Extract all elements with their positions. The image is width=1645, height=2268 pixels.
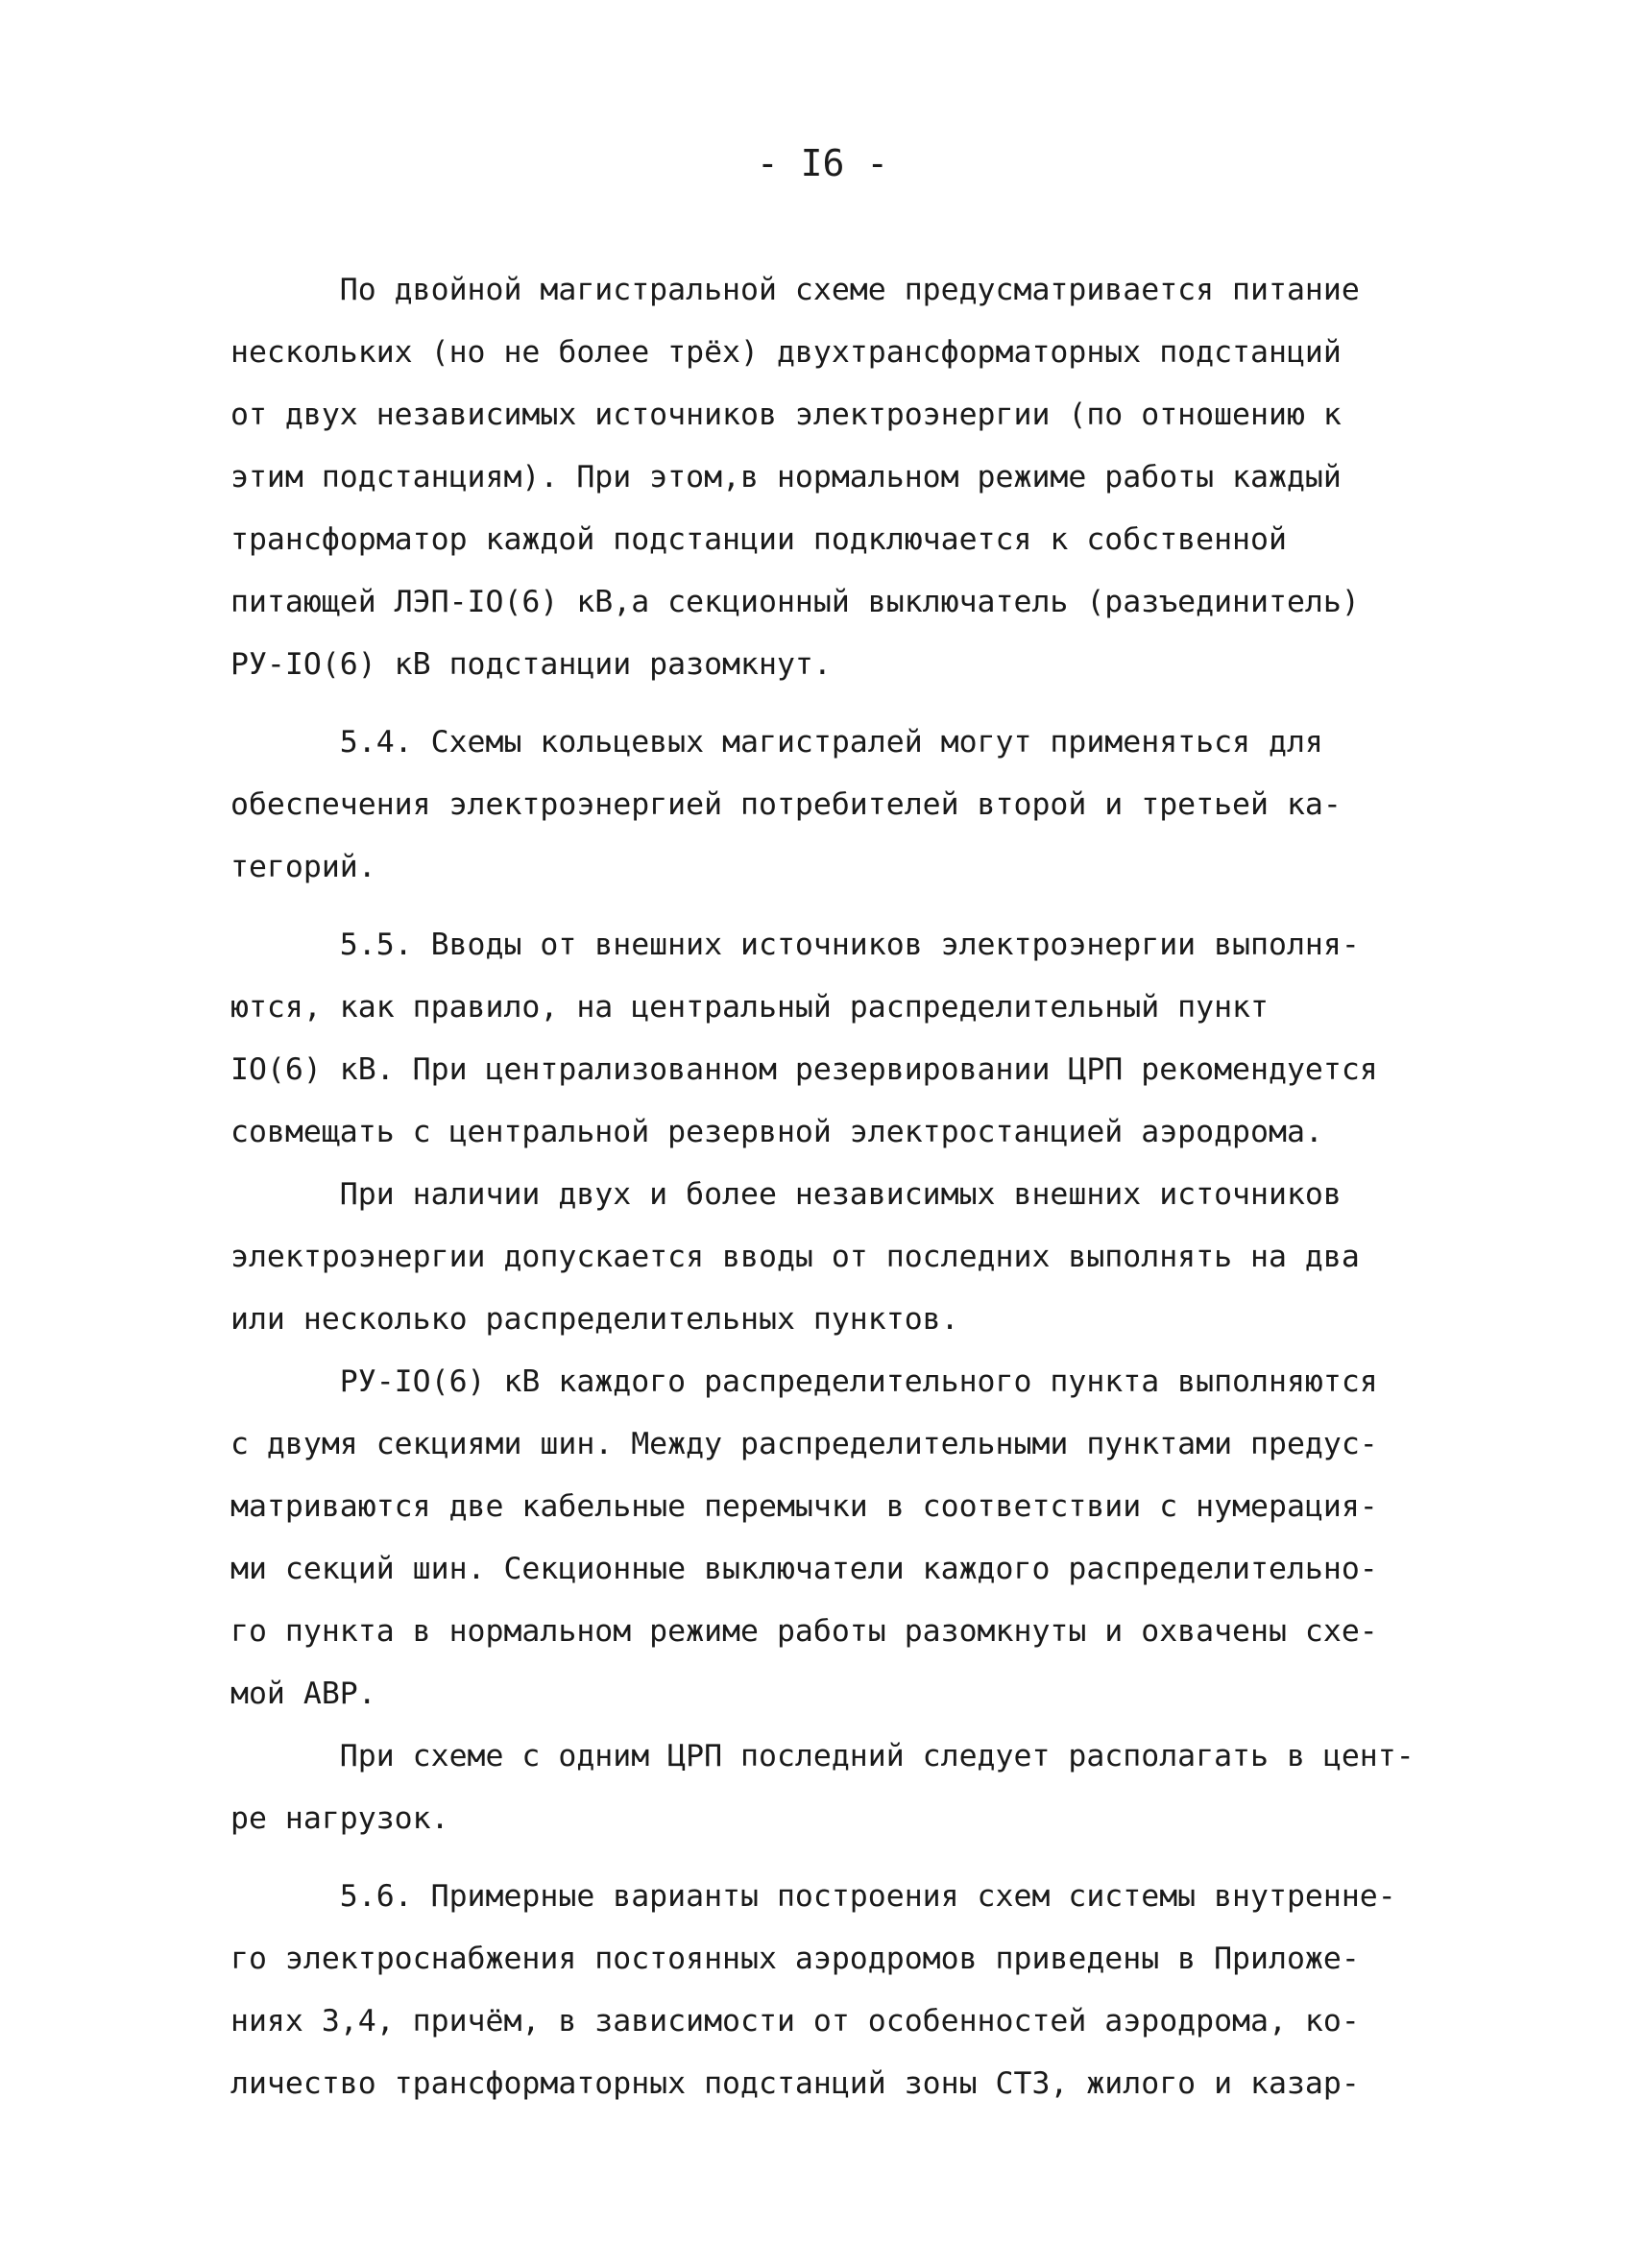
text-line: нескольких (но не более трёх) двухтрансформаторных подстанций bbox=[230, 335, 1342, 370]
text-line: ниях 3,4, причём, в зависимости от особенностей аэродрома, ко- bbox=[230, 2004, 1360, 2039]
text-line: РУ-IO(6) кВ каждого распределительного пункта выполняются bbox=[230, 1364, 1378, 1399]
text-line: этим подстанциям). При этом,в нормальном режиме работы каждый bbox=[230, 460, 1342, 495]
text-line: 5.4. Схемы кольцевых магистралей могут применяться для bbox=[230, 725, 1323, 760]
text-line: трансформатор каждой подстанции подключается к собственной bbox=[230, 522, 1287, 557]
text-line: ются, как правило, на центральный распределительный пункт bbox=[230, 990, 1269, 1025]
page-number: - I6 - bbox=[756, 142, 889, 184]
text-line: ре нагрузок. bbox=[230, 1801, 449, 1836]
text-line: или несколько распределительных пунктов. bbox=[230, 1302, 959, 1337]
text-line: электроэнергии допускается вводы от последних выполнять на два bbox=[230, 1240, 1360, 1274]
text-line: При наличии двух и более независимых внешних источников bbox=[230, 1177, 1342, 1212]
text-line: с двумя секциями шин. Между распределительными пунктами предус- bbox=[230, 1427, 1378, 1461]
text-line: IO(6) кВ. При централизованном резервировании ЦРП рекомендуется bbox=[230, 1052, 1378, 1087]
text-line: При схеме с одним ЦРП последний следует располагать в цент- bbox=[230, 1739, 1415, 1773]
text-line: ми секций шин. Секционные выключатели каждого распределительно- bbox=[230, 1552, 1378, 1586]
text-line: от двух независимых источников электроэнергии (по отношению к bbox=[230, 398, 1342, 432]
text-line: обеспечения электроэнергией потребителей второй и третьей ка- bbox=[230, 787, 1342, 822]
text-line: личество трансформаторных подстанций зоны СТЗ, жилого и казар- bbox=[230, 2066, 1360, 2101]
text-line: го пункта в нормальном режиме работы разомкнуты и охвачены схе- bbox=[230, 1614, 1378, 1649]
text-line: совмещать с центральной резервной электростанцией аэродрома. bbox=[230, 1115, 1323, 1149]
text-line: По двойной магистральной схеме предусматривается питание bbox=[230, 273, 1360, 307]
text-line: матриваются две кабельные перемычки в соответствии с нумерация- bbox=[230, 1489, 1378, 1524]
text-line: 5.5. Вводы от внешних источников электроэнергии выполня- bbox=[230, 928, 1360, 962]
text-line: РУ-IO(6) кВ подстанции разомкнут. bbox=[230, 647, 832, 682]
text-line: го электроснабжения постоянных аэродромов приведены в Приложе- bbox=[230, 1942, 1360, 1976]
text-line: питающей ЛЭП-IO(6) кВ,а секционный выключатель (разъединитель) bbox=[230, 585, 1360, 619]
text-line: тегорий. bbox=[230, 850, 376, 884]
text-line: мой АВР. bbox=[230, 1677, 376, 1711]
text-line: 5.6. Примерные варианты построения схем системы внутренне- bbox=[230, 1879, 1396, 1914]
